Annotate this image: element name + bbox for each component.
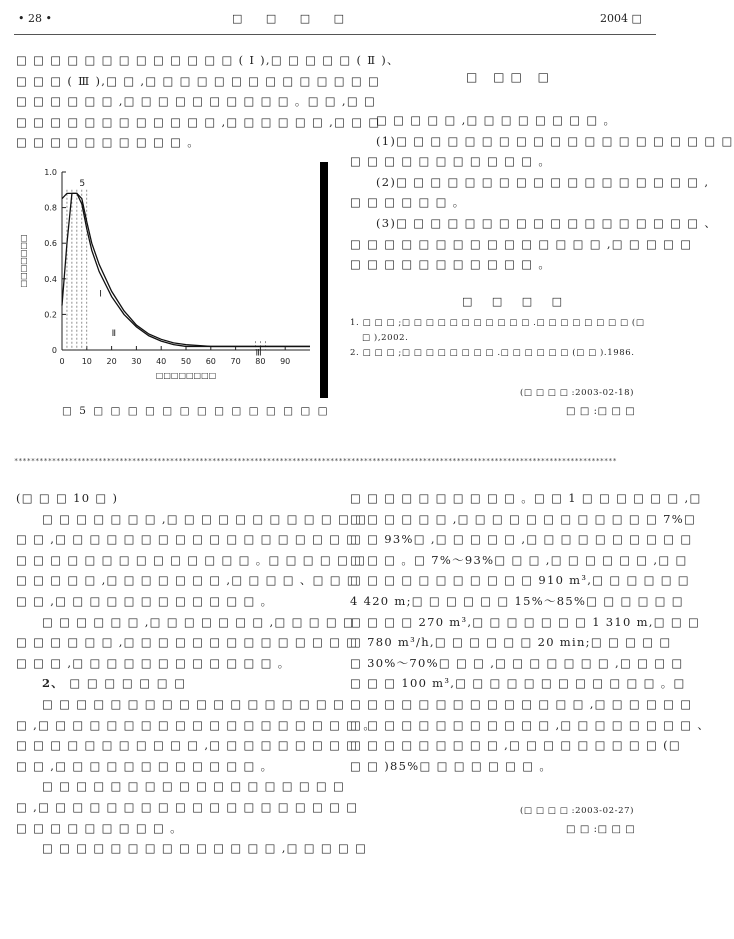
text-line: □ □ □ □ □ □ □ ,□ □ □ □ □ □ □ □ □ □ □ □ (42, 511, 368, 526)
text-line: □ □ □ □ □ □ □ □ □ □ □ □ ,□ □ □ □ □ □ □ □ 、 (350, 717, 711, 732)
y-tick-label: 0 (51, 346, 57, 355)
text-line: □ □ □ □ □ □ □ □ □ □ □ □ □ □ ,□ □ □ □ □ □ (350, 696, 693, 711)
text-line: □ □ □ □ □ □ ,□ □ □ □ □ □ □ □ □ □ 。□ □ ,□ □ (16, 94, 377, 109)
conclusion-paragraph (350, 110, 734, 275)
header-rule (14, 34, 656, 35)
left-bottom-paragraph (16, 488, 376, 859)
text-line: □ □ □ □ □ □ □ □ □ □ □ □ □ □ □ □ □ □ (42, 696, 346, 711)
journal-year: 2004 □ (600, 12, 642, 25)
page-number: • 28 • (18, 12, 52, 25)
text-line: 4 420 m;□ □ □ □ □ □ 15%～85%□ □ □ □ □ □ (350, 593, 684, 608)
y-tick-label: 0.6 (44, 239, 57, 249)
text-line: (3)□ □ □ □ □ □ □ □ □ □ □ □ □ □ □ □ □ □ 、 (376, 215, 718, 230)
series-line-2 (62, 193, 310, 346)
y-tick-label: 1.0 (44, 168, 57, 177)
reference-item: 2. □ □ □ ;□ □ □ □ □ □ □ □ .□ □ □ □ □ □ (□ □ ).1986. (350, 348, 635, 358)
section-heading: □ □□ □ (466, 70, 555, 84)
text-line: □ □ ,□ □ □ □ □ □ □ □ □ □ □ □ 。 (16, 758, 274, 773)
figure-edge-bar (320, 162, 328, 398)
text-line: (1)□ □ □ □ □ □ □ □ □ □ □ □ □ □ □ □ □ □ □ □ (376, 133, 734, 148)
x-tick-label: 30 (131, 357, 142, 366)
text-line: □ □ 93%□ ,□ □ □ □ □ ,□ □ □ □ □ □ □ □ □ □ (350, 532, 693, 547)
text-line: □ □ □ □ □ □ ,□ □ □ □ □ □ □ □ □ □ □ □ 7%□ (350, 511, 697, 526)
x-tick-label: 20 (106, 357, 117, 366)
chart-annotation: Ⅱ (111, 328, 117, 339)
subsection-heading: 2、 □ □ □ □ □ □ □ (42, 676, 187, 691)
continuation-note: (□ □ □ 10 □ ) (16, 491, 119, 505)
journal-title: □ □ □ □ (232, 12, 355, 25)
received-date: (□ □ □ □ :2003-02-18) (520, 388, 635, 398)
text-line: □ □ □ □ □ □ □ □ □ ,□ □ □ □ □ □ □ □ □ (□ (350, 738, 682, 753)
text-line: □ □ □ □ □ □ ,□ □ □ □ □ □ □ □ □ □ □ □ □ □ (16, 635, 359, 650)
text-line: □ 30%～70%□ □ □ ,□ □ □ □ □ □ □ ,□ □ □ □ (350, 655, 684, 670)
x-tick-label: 10 (81, 357, 92, 366)
text-line: □ □ □ □ 270 m³,□ □ □ □ □ □ □ 1 310 m,□ □ □ (350, 614, 701, 629)
text-line: (2)□ □ □ □ □ □ □ □ □ □ □ □ □ □ □ □ □ □ , (376, 174, 710, 189)
text-line: □ □ □ 。□ 7%～93%□ □ □ ,□ □ □ □ □ □ ,□ □ (350, 552, 688, 567)
editor-credit-2: □ □ :□ □ □ (566, 824, 636, 835)
section-separator: *********************************************************************************************************************************************** (14, 457, 617, 465)
x-tick-label: 50 (180, 357, 192, 366)
text-line: □ □ □ 100 m³,□ □ □ □ □ □ □ □ □ □ □ □ 。□ (350, 676, 686, 691)
text-line: □ □ □ □ □ □ 。 (350, 195, 466, 210)
x-axis-label: □□□□□□□□ (155, 371, 217, 380)
text-line: □ 780 m³/h,□ □ □ □ □ □ 20 min;□ □ □ □ □ (350, 635, 672, 650)
text-line: □ □ □ ( Ⅲ ),□ □ ,□ □ □ □ □ □ □ □ □ □ □ □ □ □ (16, 73, 381, 88)
chart-annotation: Ⅲ (255, 348, 262, 359)
text-line: □ □ □ ,□ □ □ □ □ □ □ □ □ □ □ □ 。 (16, 655, 291, 670)
text-line: □ □ ,□ □ □ □ □ □ □ □ □ □ □ □ 。 (16, 593, 274, 608)
x-tick-label: 60 (205, 357, 216, 366)
x-tick-label: 80 (255, 357, 266, 366)
x-tick-label: 90 (280, 357, 291, 366)
y-tick-label: 0.4 (44, 274, 57, 284)
text-line: □ □ □ □ □ □ □ □ □ □ □ 。 (350, 257, 552, 272)
text-line: □ □ □ □ □ □ □ □ □ 。 (16, 820, 183, 835)
chart-annotation: Ⅰ (99, 289, 102, 300)
text-line: □ □ □ □ □ □ □ □ □ □ □ □ □ □ ,□ □ □ □ □ (42, 841, 368, 856)
text-line: □ □ □ □ □ □ □ □ □ □ □ □ □ □ □ ,□ □ □ □ □ (350, 236, 693, 251)
chart-plot-area (19, 168, 310, 380)
text-line: □ □ □ □ □ □ □ □ □ □ □ 。 (350, 154, 552, 169)
text-line: □ □ □ □ □ □ □ □ □ □ 。 (16, 135, 201, 150)
figure-caption: □ 5 □ □ □ □ □ □ □ □ □ □ □ □ □ □ (62, 405, 330, 417)
figure-5-chart (14, 162, 320, 398)
received-date-2: (□ □ □ □ :2003-02-27) (520, 806, 635, 816)
chart-annotation: 5 (79, 179, 86, 190)
text-line: □ □ □ □ □ □ ,□ □ □ □ □ □ □ ,□ □ □ □ □ (42, 614, 356, 629)
text-line: □ □ □ □ □ ,□ □ □ □ □ □ □ ,□ □ □ □ 、□ □ □ (16, 573, 360, 588)
text-line: □ □ ,□ □ □ □ □ □ □ □ □ □ □ □ □ □ □ □ □ □ (16, 532, 359, 547)
text-line: □ □ □ □ □ □ □ □ □ □ 。□ □ 1 □ □ □ □ □ □ ,□ (350, 491, 702, 505)
references-heading: □ □ □ □ (462, 295, 571, 308)
text-line: □ ,□ □ □ □ □ □ □ □ □ □ □ □ □ □ □ □ □ □ □ 。 (16, 717, 377, 732)
text-line: □ □ □ □ □ ,□ □ □ □ □ □ □ □ 。 (376, 113, 617, 127)
text-line: □ ,□ □ □ □ □ □ □ □ □ □ □ □ □ □ □ □ □ □ □ (16, 799, 359, 814)
references-list (350, 316, 644, 361)
text-line: □ □ □ □ □ □ □ □ □ □ □ 910 m³,□ □ □ □ □ □ (350, 573, 690, 588)
right-bottom-paragraph (350, 488, 710, 776)
y-axis-label: □□□□□□□ (19, 234, 28, 288)
text-line: □ □ )85%□ □ □ □ □ □ □ 。 (350, 758, 553, 773)
y-tick-label: 0.8 (44, 203, 57, 213)
text-line: □ □ □ □ □ □ □ □ □ □ □ □ □ □ □ □ □ □ (42, 779, 346, 794)
x-tick-label: 0 (59, 357, 65, 366)
text-line: □ □ □ □ □ □ □ □ □ □ □ ,□ □ □ □ □ □ □ □ □ (16, 738, 359, 753)
editor-credit: □ □ :□ □ □ (566, 406, 636, 417)
reference-item: 1. □ □ □ ;□ □ □ □ □ □ □ □ □ □ □ .□ □ □ □ □ □ □ □ (□ (350, 318, 645, 328)
left-top-paragraph (16, 50, 400, 153)
y-tick-label: 0.2 (44, 310, 57, 320)
text-line: □ □ □ □ □ □ □ □ □ □ □ □ □ □ 。□ □ □ □ □ □ (16, 552, 367, 567)
reference-item-cont: □ ),2002. (362, 333, 409, 343)
text-line: □ □ □ □ □ □ □ □ □ □ □ □ ,□ □ □ □ □ □ ,□ □ □ (16, 114, 381, 129)
text-line: □ □ □ □ □ □ □ □ □ □ □ □ □ ( Ⅰ ),□ □ □ □ □ ( Ⅱ )、 (16, 53, 400, 67)
x-tick-label: 70 (230, 357, 241, 366)
x-tick-label: 40 (156, 357, 167, 366)
